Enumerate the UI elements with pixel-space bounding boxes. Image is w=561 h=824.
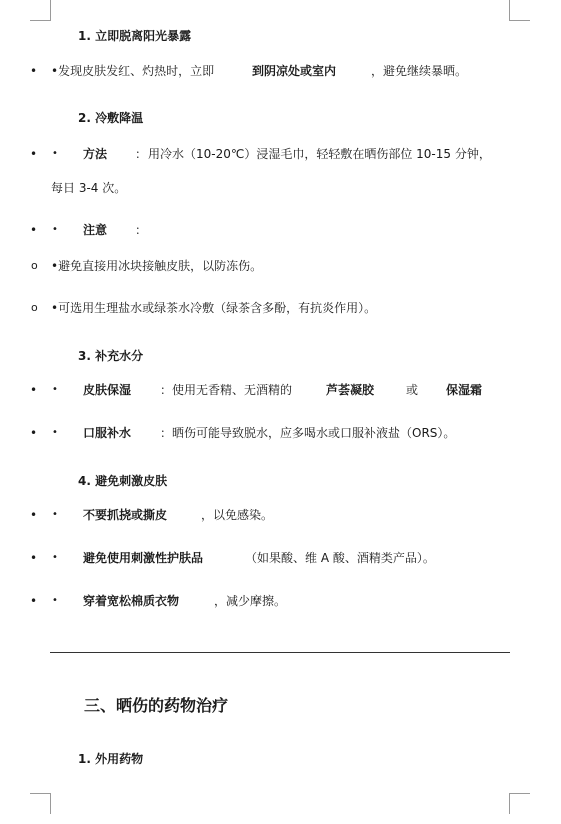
item-text: ，减少摩擦。 [214, 594, 287, 608]
bullet-icon: • [30, 594, 38, 608]
heading-step-3 [0, 346, 561, 366]
item-text: ：晒伤可能导致脱水，应多喝水或口服补液盐（ORS）。 [160, 426, 456, 440]
list-item-method-continued [0, 178, 561, 198]
circle-bullet-icon: o [31, 259, 38, 272]
heading-step-2 [0, 108, 561, 128]
inline-bullet-icon: • [52, 384, 58, 395]
sub-item-no-ice [0, 256, 561, 276]
item-bold-text: 芦荟凝胶 [326, 383, 375, 397]
list-item-no-irritants [0, 548, 561, 568]
heading-text: 2. 冷敷降温 [78, 111, 144, 125]
item-text: 每日 3-4 次。 [51, 181, 127, 195]
heading-step-4 [0, 471, 561, 491]
item-connector: 或 [406, 383, 419, 397]
heading-topical-drugs [0, 749, 561, 769]
item-bold-text: 到阴凉处或室内 [252, 64, 337, 78]
item-text: （如果酸、维 A 酸、酒精类产品）。 [245, 551, 435, 565]
inline-bullet-icon: • [52, 595, 58, 606]
inline-bullet-icon: • [52, 427, 58, 438]
item-label: 皮肤保湿 [83, 383, 132, 397]
item-label: 注意 [83, 223, 108, 237]
inline-bullet-icon: • [52, 148, 58, 159]
list-item-loose-clothing [0, 591, 561, 611]
item-label: 避免使用刺激性护肤品 [83, 551, 204, 565]
item-bold-text-2: 保湿霜 [446, 383, 483, 397]
bullet-icon: • [30, 64, 38, 78]
list-item-caution [0, 220, 561, 240]
item-colon: ： [135, 147, 148, 161]
item-label: 穿着宽松棉质衣物 [83, 594, 180, 608]
heading-text: 3. 补充水分 [78, 349, 144, 363]
section-heading [0, 694, 561, 718]
item-text: ，以免感染。 [201, 508, 274, 522]
inline-bullet-icon: • [52, 509, 58, 520]
bullet-icon: • [30, 147, 38, 161]
sub-item-saline [0, 298, 561, 318]
heading-text: 1. 立即脱离阳光暴露 [78, 29, 192, 43]
heading-step-1 [0, 26, 561, 46]
inline-bullet-icon: • [52, 224, 58, 235]
list-item-method [0, 144, 561, 164]
crop-mark-top-left [30, 0, 51, 21]
bullet-icon: • [30, 426, 38, 440]
list-item-moisturize [0, 380, 561, 400]
item-text: ：使用无香精、无酒精的 [160, 383, 293, 397]
bullet-icon: • [30, 223, 38, 237]
inline-bullet-icon: • [52, 552, 58, 563]
bullet-icon: • [30, 383, 38, 397]
heading-text: 4. 避免刺激皮肤 [78, 474, 168, 488]
item-label: 口服补水 [83, 426, 132, 440]
item-colon: ： [135, 223, 148, 237]
item-label: 不要抓挠或撕皮 [83, 508, 168, 522]
section-title: 三、晒伤的药物治疗 [84, 696, 229, 715]
item-text-end: ，避免继续暴晒。 [371, 64, 468, 78]
crop-mark-bottom-left [30, 793, 51, 814]
horizontal-rule [50, 652, 510, 653]
bullet-icon: • [30, 551, 38, 565]
bullet-icon: • [30, 508, 38, 522]
item-text: 用冷水（10-20℃）浸湿毛巾，轻轻敷在晒伤部位 10-15 分钟， [148, 147, 491, 161]
list-item-leave-sun [0, 61, 561, 81]
crop-mark-bottom-right [509, 793, 530, 814]
heading-text: 1. 外用药物 [78, 752, 144, 766]
item-text: •避免直接用冰块接触皮肤，以防冻伤。 [51, 259, 263, 273]
circle-bullet-icon: o [31, 301, 38, 314]
item-text: •发现皮肤发红、灼热时，立即 [51, 64, 215, 78]
list-item-no-scratch [0, 505, 561, 525]
list-item-hydrate [0, 423, 561, 443]
item-text: •可选用生理盐水或绿茶水冷敷（绿茶含多酚，有抗炎作用）。 [51, 301, 377, 315]
crop-mark-top-right [509, 0, 530, 21]
item-label: 方法 [83, 147, 108, 161]
